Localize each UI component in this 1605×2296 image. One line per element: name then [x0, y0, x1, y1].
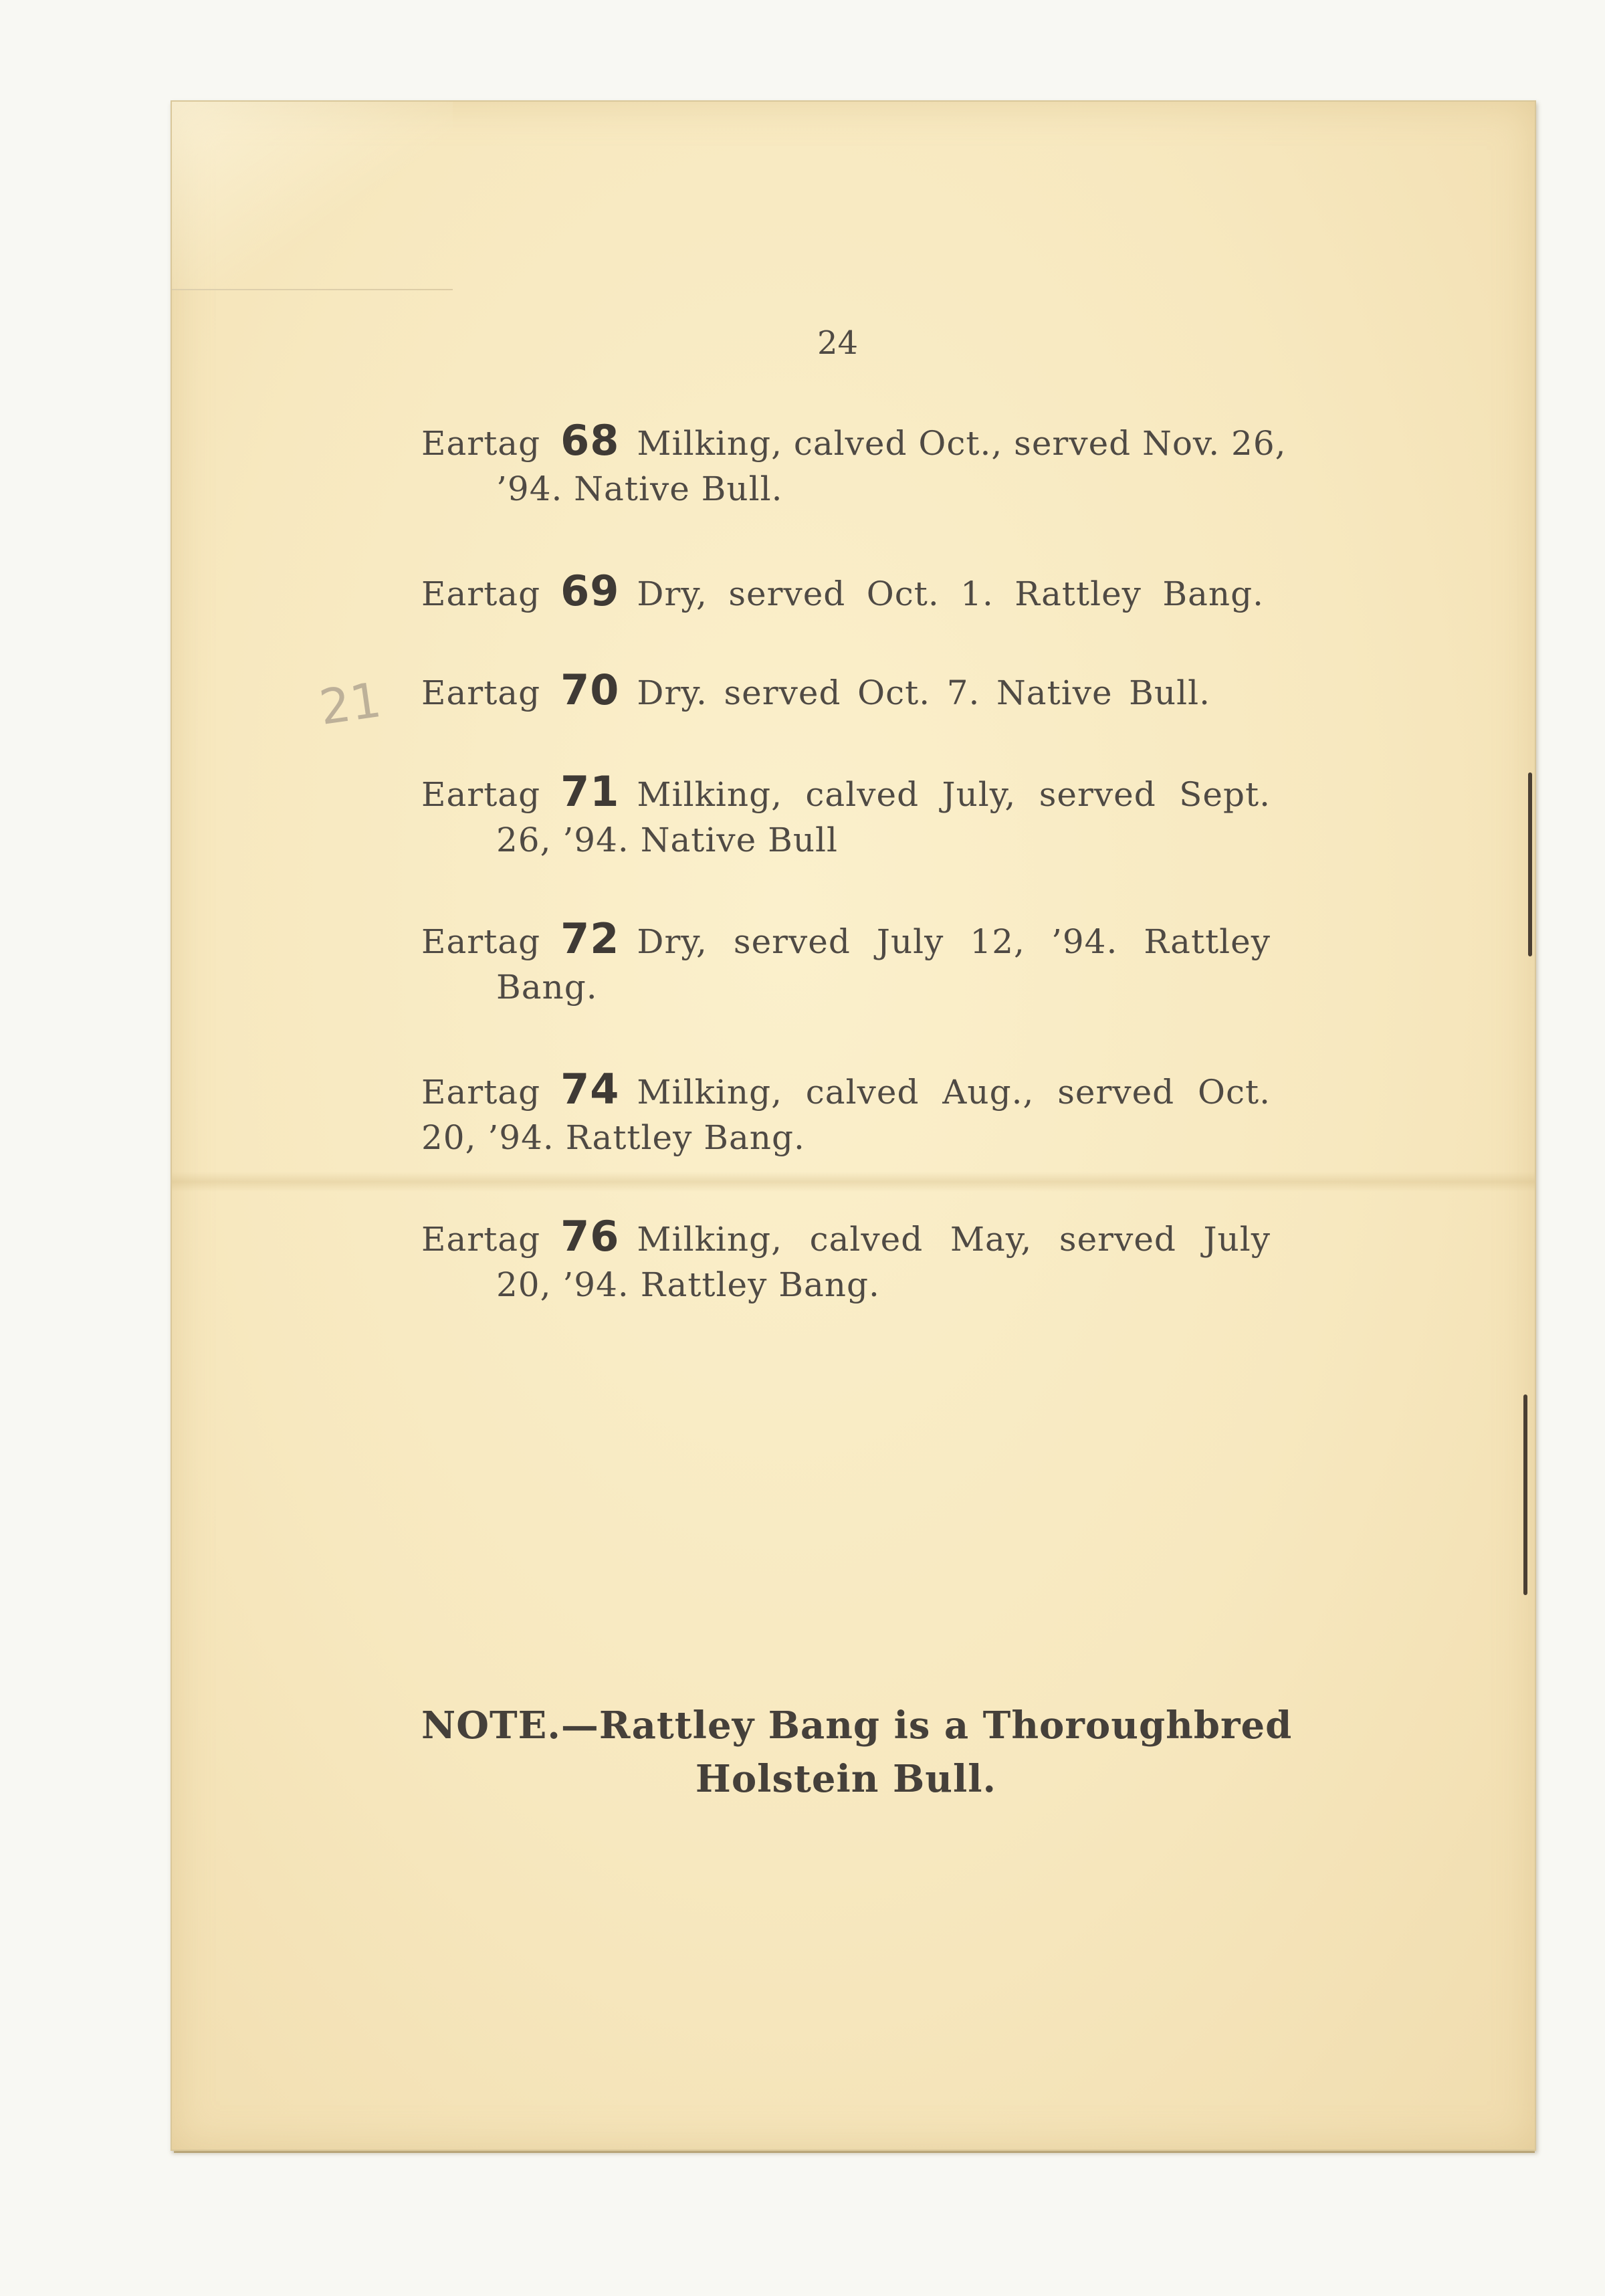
entry-label: Eartag [421, 575, 541, 613]
entry-label: Eartag [421, 1073, 541, 1112]
eartag-entry-70 [421, 667, 1210, 716]
entry-line-1 [421, 568, 1264, 617]
eartag-number: 69 [560, 566, 620, 615]
entry-label: Eartag [421, 922, 541, 961]
eartag-entry-74 [421, 1067, 1271, 1160]
entry-line-2: 20, ’94. Rattley Bang. [496, 1265, 880, 1304]
page-number: 24 [817, 324, 859, 362]
eartag-number: 70 [560, 665, 620, 714]
entry-line-1 [421, 416, 1287, 466]
entry-label: Eartag [421, 775, 541, 814]
entry-line-2: Bang. [496, 968, 598, 1007]
entry-description: Dry, served Oct. 1. Rattley Bang. [637, 575, 1264, 613]
pencil-annotation: 21 [316, 671, 385, 736]
entry-line-1 [421, 769, 1271, 817]
eartag-entry-72 [421, 916, 1271, 1010]
entry-description: Milking, calved Oct., served Nov. 26, [637, 424, 1287, 463]
footnote [421, 1699, 1293, 1806]
footnote-line-2: Holstein Bull. [695, 1757, 997, 1801]
entry-line-1 [421, 667, 1210, 716]
entry-description: Dry. served Oct. 7. Native Bull. [637, 673, 1210, 712]
eartag-number: 72 [560, 914, 620, 963]
eartag-number: 76 [560, 1212, 620, 1261]
eartag-number: 68 [560, 416, 620, 465]
entry-line-2: ’94. Native Bull. [496, 469, 783, 508]
eartag-number: 71 [560, 767, 620, 816]
footnote-line-1: NOTE.—Rattley Bang is a Thoroughbred [421, 1703, 1293, 1748]
eartag-number: 74 [560, 1065, 620, 1114]
entry-description: Milking, calved July, served Sept. [637, 775, 1271, 814]
eartag-entry-69 [421, 568, 1264, 617]
eartag-entry-76 [421, 1214, 1271, 1308]
entry-line-2: 20, ’94. Rattley Bang. [421, 1118, 805, 1157]
entry-label: Eartag [421, 673, 541, 712]
entry-label: Eartag [421, 1220, 541, 1259]
entry-line-1 [421, 1214, 1271, 1262]
entry-line-1 [421, 1067, 1271, 1115]
entry-line-2: 26, ’94. Native Bull [496, 821, 839, 859]
entry-description: Milking, calved Aug., served Oct. [637, 1073, 1271, 1112]
eartag-entry-71 [421, 769, 1271, 863]
eartag-entry-68 [421, 416, 1287, 512]
entry-label: Eartag [421, 424, 541, 463]
entry-description: Dry, served July 12, ’94. Rattley [637, 922, 1271, 961]
entry-line-1 [421, 916, 1271, 964]
entry-description: Milking, calved May, served July [637, 1220, 1271, 1259]
